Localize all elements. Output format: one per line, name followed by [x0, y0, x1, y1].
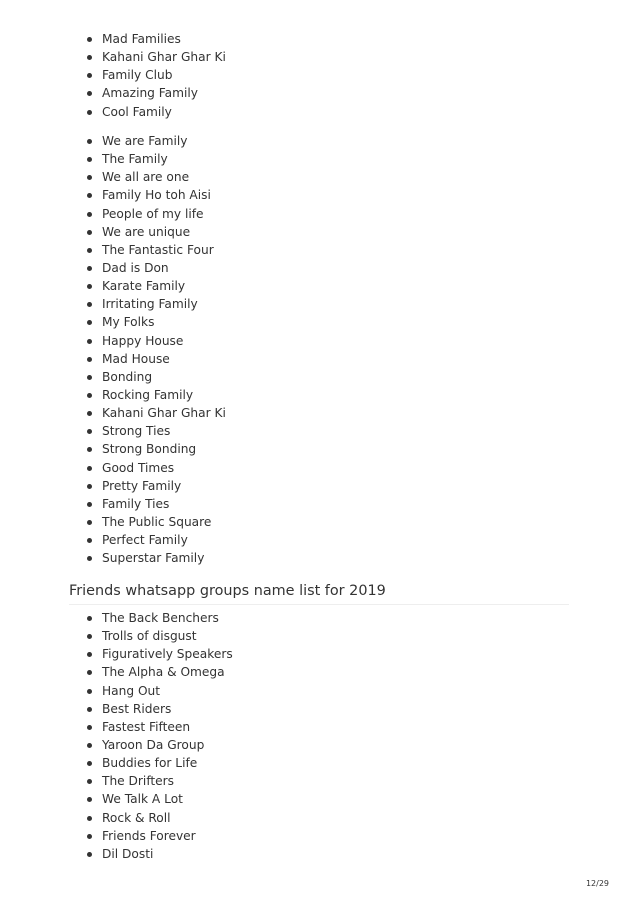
bullet-icon	[87, 157, 92, 162]
bullet-icon	[87, 284, 92, 289]
family-names-list	[102, 132, 226, 567]
bullet-icon	[87, 725, 92, 730]
heading-divider	[69, 604, 569, 605]
bullet-icon	[87, 520, 92, 525]
bullet-icon	[87, 248, 92, 253]
list-item-label: Buddies for Life	[102, 756, 198, 771]
list-item	[102, 295, 226, 313]
list-item	[102, 48, 226, 66]
list-item-label: Friends Forever	[102, 828, 196, 843]
list-item-label: The Drifters	[102, 774, 175, 789]
bullet-icon	[87, 55, 92, 60]
list-item-label: Dad is Don	[102, 260, 169, 275]
bullet-icon	[87, 266, 92, 271]
bullet-icon	[87, 652, 92, 657]
list-item	[102, 700, 233, 718]
bullet-icon	[87, 320, 92, 325]
list-item-label: Mad House	[102, 351, 170, 366]
list-item	[102, 663, 233, 681]
list-item-label: Trolls of disgust	[102, 629, 197, 644]
list-item-label: Best Riders	[102, 701, 172, 716]
bullet-icon	[87, 616, 92, 621]
list-item	[102, 531, 226, 549]
bullet-icon	[87, 375, 92, 380]
bullet-icon	[87, 110, 92, 115]
bullet-icon	[87, 670, 92, 675]
list-item	[102, 30, 226, 48]
list-item-label: Strong Ties	[102, 424, 171, 439]
list-item-label: Superstar Family	[102, 551, 205, 566]
bullet-icon	[87, 797, 92, 802]
list-item-label: Karate Family	[102, 279, 186, 294]
list-item	[102, 84, 226, 102]
bullet-icon	[87, 139, 92, 144]
list-item	[102, 827, 233, 845]
list-item-label: People of my life	[102, 206, 204, 221]
bullet-icon	[87, 484, 92, 489]
list-item	[102, 459, 226, 477]
bullet-icon	[87, 91, 92, 96]
list-item	[102, 313, 226, 331]
list-item-label: Kahani Ghar Ghar Ki	[102, 406, 226, 421]
list-item-label: The Family	[102, 152, 168, 167]
list-item-label: Cool Family	[102, 104, 172, 119]
list-item	[102, 754, 233, 772]
list-item	[102, 440, 226, 458]
list-item	[102, 259, 226, 277]
section-heading-friends: Friends whatsapp groups name list for 2019	[69, 583, 386, 599]
bullet-icon	[87, 689, 92, 694]
list-item	[102, 718, 233, 736]
list-item	[102, 404, 226, 422]
list-item-label: The Alpha & Omega	[102, 665, 225, 680]
list-item	[102, 495, 226, 513]
list-item-label: Amazing Family	[102, 86, 199, 101]
list-item-label: Yaroon Da Group	[102, 737, 205, 752]
bullet-icon	[87, 816, 92, 821]
list-item-label: Mad Families	[102, 32, 181, 46]
list-item	[102, 549, 226, 567]
list-item-label: Kahani Ghar Ghar Ki	[102, 50, 226, 65]
list-item-label: Family Ho toh Aisi	[102, 188, 211, 203]
family-names-list-top	[102, 30, 226, 121]
bullet-icon	[87, 538, 92, 543]
list-item	[102, 368, 226, 386]
list-item	[102, 809, 233, 827]
list-item-label: Hang Out	[102, 683, 161, 698]
list-item-label: Dil Dosti	[102, 846, 154, 861]
bullet-icon	[87, 339, 92, 344]
list-item-label: The Fantastic Four	[102, 242, 214, 257]
list-item	[102, 150, 226, 168]
bullet-icon	[87, 743, 92, 748]
list-item	[102, 103, 226, 121]
list-item-label: Perfect Family	[102, 533, 188, 548]
list-item	[102, 736, 233, 754]
list-item	[102, 168, 226, 186]
list-item-label: Family Club	[102, 68, 173, 83]
page-number: 12/29	[585, 879, 609, 888]
list-item	[102, 132, 226, 150]
list-item	[102, 477, 226, 495]
bullet-icon	[87, 37, 92, 42]
list-item-label: My Folks	[102, 315, 155, 330]
bullet-icon	[87, 834, 92, 839]
list-item-label: The Back Benchers	[102, 611, 219, 625]
bullet-icon	[87, 447, 92, 452]
bullet-icon	[87, 175, 92, 180]
list-item	[102, 682, 233, 700]
list-item	[102, 241, 226, 259]
list-item	[102, 350, 226, 368]
friends-names-list	[102, 609, 233, 863]
bullet-icon	[87, 73, 92, 78]
list-item-label: We are unique	[102, 224, 191, 239]
list-item	[102, 66, 226, 84]
bullet-icon	[87, 556, 92, 561]
list-item-label: Rock & Roll	[102, 810, 171, 825]
list-item	[102, 772, 233, 790]
list-item	[102, 645, 233, 663]
bullet-icon	[87, 707, 92, 712]
list-item-label: Happy House	[102, 333, 184, 348]
list-item	[102, 386, 226, 404]
bullet-icon	[87, 779, 92, 784]
bullet-icon	[87, 761, 92, 766]
list-item	[102, 513, 226, 531]
list-item-label: Family Ties	[102, 496, 170, 511]
bullet-icon	[87, 852, 92, 857]
list-item-label: Strong Bonding	[102, 442, 197, 457]
list-item	[102, 277, 226, 295]
list-item	[102, 790, 233, 808]
list-item-label: The Public Square	[102, 514, 212, 529]
bullet-icon	[87, 302, 92, 307]
bullet-icon	[87, 429, 92, 434]
list-item	[102, 845, 233, 863]
bullet-icon	[87, 357, 92, 362]
list-item-label: We Talk A Lot	[102, 792, 183, 807]
bullet-icon	[87, 212, 92, 217]
list-item-label: Irritating Family	[102, 297, 198, 312]
list-item-label: Pretty Family	[102, 478, 182, 493]
list-item-label: Rocking Family	[102, 387, 194, 402]
list-item-label: Fastest Fifteen	[102, 719, 191, 734]
list-item-label: Figuratively Speakers	[102, 647, 233, 662]
list-item-label: We are Family	[102, 134, 188, 148]
list-item	[102, 186, 226, 204]
bullet-icon	[87, 411, 92, 416]
list-item	[102, 205, 226, 223]
list-item	[102, 223, 226, 241]
list-item	[102, 627, 233, 645]
bullet-icon	[87, 230, 92, 235]
list-item-label: Good Times	[102, 460, 175, 475]
bullet-icon	[87, 634, 92, 639]
list-item	[102, 609, 233, 627]
bullet-icon	[87, 502, 92, 507]
bullet-icon	[87, 393, 92, 398]
bullet-icon	[87, 193, 92, 198]
list-item-label: We all are one	[102, 170, 190, 185]
list-item	[102, 332, 226, 350]
bullet-icon	[87, 466, 92, 471]
list-item-label: Bonding	[102, 369, 153, 384]
list-item	[102, 422, 226, 440]
